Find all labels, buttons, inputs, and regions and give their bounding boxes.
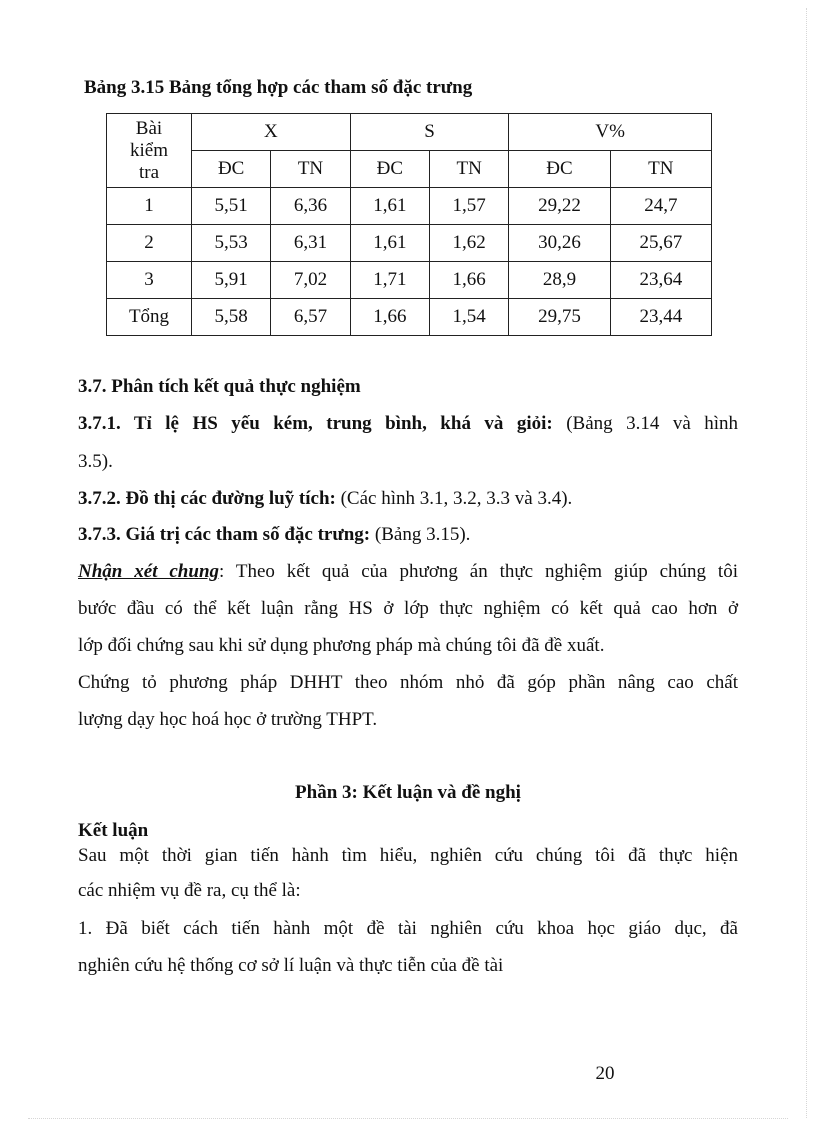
table-cell: 28,9 [509,262,610,299]
item-3-7-2: 3.7.2. Đồ thị các đường luỹ tích: (Các hình 3.1, 3.2, 3.3 và 3.4). [78,488,573,509]
table-cell: 6,36 [271,188,350,225]
subheader-cell: TN [429,151,508,188]
page-edge-right [806,8,807,1118]
item-3-7-3: 3.7.3. Giá trị các tham số đặc trưng: (Bảng 3.15). [78,524,471,545]
page-number: 20 [595,1063,615,1084]
table-cell: 25,67 [610,225,711,262]
subheader-cell: ĐC [350,151,429,188]
table-cell: 30,26 [509,225,610,262]
table-cell: 23,44 [610,299,711,336]
group-header-v: V% [509,114,712,151]
table-cell: 5,51 [192,188,271,225]
item-3-7-1-continued: 3.5). [78,451,113,472]
table-cell: 5,58 [192,299,271,336]
table-cell: 5,53 [192,225,271,262]
table-cell: 7,02 [271,262,350,299]
table-cell: 1,71 [350,262,429,299]
table-cell: 23,64 [610,262,711,299]
remark-line: lớp đối chứng sau khi sử dụng phương pháp mà chúng tôi đã đề xuất. [78,635,605,656]
body-text [78,0,738,1000]
table-cell: 24,7 [610,188,711,225]
subheader-cell: ĐC [192,151,271,188]
table-cell: 1,61 [350,188,429,225]
table-cell: 1,66 [350,299,429,336]
paragraph-line: 1. Đã biết cách tiến hành một đề tài nghiên cứu khoa học giáo dục, đã [78,918,738,939]
item-3-7-1: 3.7.1. Tỉ lệ HS yếu kém, trung bình, khá và giỏi: (Bảng 3.14 và hình [78,413,738,434]
remark-label: Nhận xét chung [78,561,220,582]
table-cell: 5,91 [192,262,271,299]
page-edge-bottom [28,1118,788,1119]
table-cell: 1,57 [429,188,508,225]
table-cell: 6,31 [271,225,350,262]
paragraph-line: các nhiệm vụ đề ra, cụ thể là: [78,880,301,901]
group-header-s: S [350,114,509,151]
subheader-cell: ĐC [509,151,610,188]
group-header-x: X [192,114,351,151]
table-cell: 29,75 [509,299,610,336]
subheader-cell: TN [271,151,350,188]
table-cell: 1,61 [350,225,429,262]
table-cell: 29,22 [509,188,610,225]
row-label: 1 [107,188,192,225]
paragraph-line: Sau một thời gian tiến hành tìm hiểu, nghiên cứu chúng tôi đã thực hiện [78,845,738,866]
table-caption: Bảng 3.15 Bảng tổng hợp các tham số đặc trưng [84,77,473,98]
subheader-cell: TN [610,151,711,188]
row-header-label: Bài kiểm tra [107,114,192,188]
row-label: 3 [107,262,192,299]
row-label: 2 [107,225,192,262]
table-cell: 1,54 [429,299,508,336]
remark-line: bước đầu có thể kết luận rằng HS ở lớp thực nghiệm có kết quả cao hơn ở [78,598,738,619]
table-cell: 1,66 [429,262,508,299]
subheading-conclusion: Kết luận [78,820,149,841]
remark-line: Nhận xét chung: Theo kết quả của phương án thực nghiệm giúp chúng tôi [78,561,738,582]
remark-line: lượng dạy học hoá học ở trường THPT. [78,709,378,730]
part-title: Phần 3: Kết luận và đề nghị [295,782,521,803]
section-heading: 3.7. Phân tích kết quả thực nghiệm [78,376,361,397]
table-cell: 1,62 [429,225,508,262]
paragraph-line: nghiên cứu hệ thống cơ sở lí luận và thực tiễn của đề tài [78,955,504,976]
remark-line: Chứng tỏ phương pháp DHHT theo nhóm nhỏ đã góp phần nâng cao chất [78,672,738,693]
row-label: Tổng [107,299,192,336]
table-cell: 6,57 [271,299,350,336]
